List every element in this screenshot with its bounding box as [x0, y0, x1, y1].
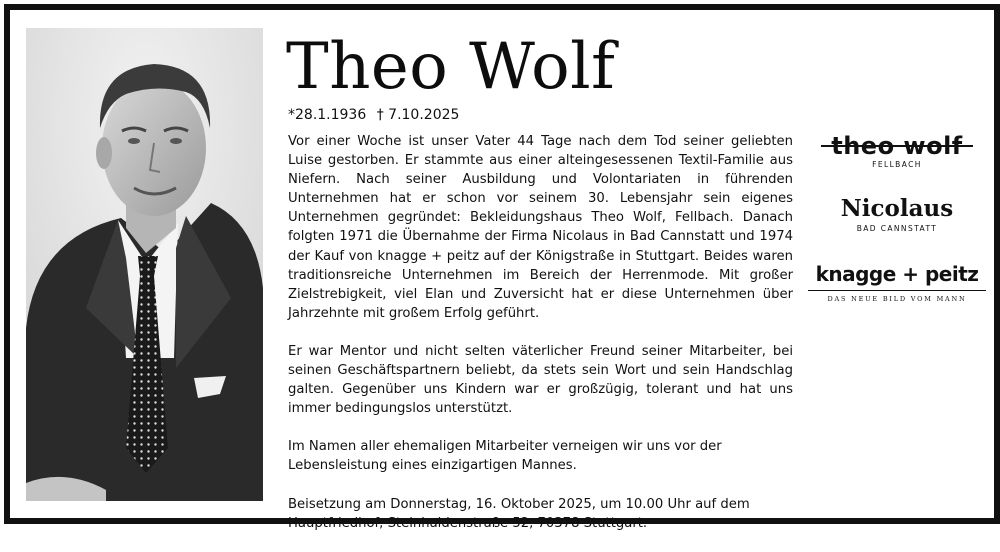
paragraph-funeral: Beisetzung am Donnerstag, 16. Oktober 2025, um 10.00 Uhr auf dem Hauptfriedhof, Steinhaldenstraße 52, 70378 Stuttgart. [288, 496, 750, 531]
paragraph-character: Er war Mentor und nicht selten väterlicher Freund seiner Mitarbeiter, bei seinen Geschäftspartnern beliebt, da stets sein Wort und sein Handschlag galten. Gegenüber uns Kindern war er großzügig, tolerant und hat uns immer bedingungslos unterstützt. [288, 343, 793, 417]
portrait-photo [26, 28, 263, 501]
paragraph-tribute: Im Namen aller ehemaligen Mitarbeiter verneigen wir uns vor der Lebensleistung eines einzigartigen Mannes. [288, 439, 722, 474]
logo-nicolaus [808, 196, 986, 234]
deceased-name: Theo Wolf [286, 30, 616, 104]
obituary-text [288, 132, 793, 552]
logo-theo-wolf [808, 134, 986, 170]
birth-date: *28.1.1936 [288, 107, 367, 123]
logo-knagge-peitz-wordmark: knagge + peitz [815, 262, 979, 286]
logo-knagge-peitz [808, 262, 986, 304]
life-dates [288, 106, 465, 124]
death-date: † 7.10.2025 [376, 107, 460, 123]
logo-theo-wolf-wordmark: theo wolf [827, 134, 967, 158]
logo-nicolaus-sub: BAD CANNSTATT [856, 224, 938, 233]
logo-knagge-peitz-sub: DAS NEUE BILD VOM MANN [808, 290, 986, 304]
logo-theo-wolf-sub: FELLBACH [872, 160, 922, 169]
obituary-frame [4, 4, 1000, 531]
paragraph-biography: Vor einer Woche ist unser Vater 44 Tage nach dem Tod seiner geliebten Luise gestorben. Er stammte aus einer alteingesessenen Textil-Familie aus Niefern. Nach seiner Ausbildung und Volontariaten in führenden Unternehmen hat er schon vor seinem 30. Lebensjahr sein eigenes Unternehmen gegründet: Bekleidungshaus Theo Wolf, Fellbach. Danach folgten 1971 die Übernahme der Firma Nicolaus in Bad Cannstatt und 1974 der Kauf von knagge + peitz auf der Königstraße in Stuttgart. Beides waren traditionsreiche Unternehmen im Bereich der Herrenmode. Mit großer Zielstrebigkeit, viel Elan und Zuversicht hat er diese Unternehmen über Jahrzehnte mit großem Erfolg geführt. [288, 134, 793, 321]
company-logos [808, 128, 986, 304]
logo-nicolaus-wordmark: Nicolaus [840, 195, 954, 222]
